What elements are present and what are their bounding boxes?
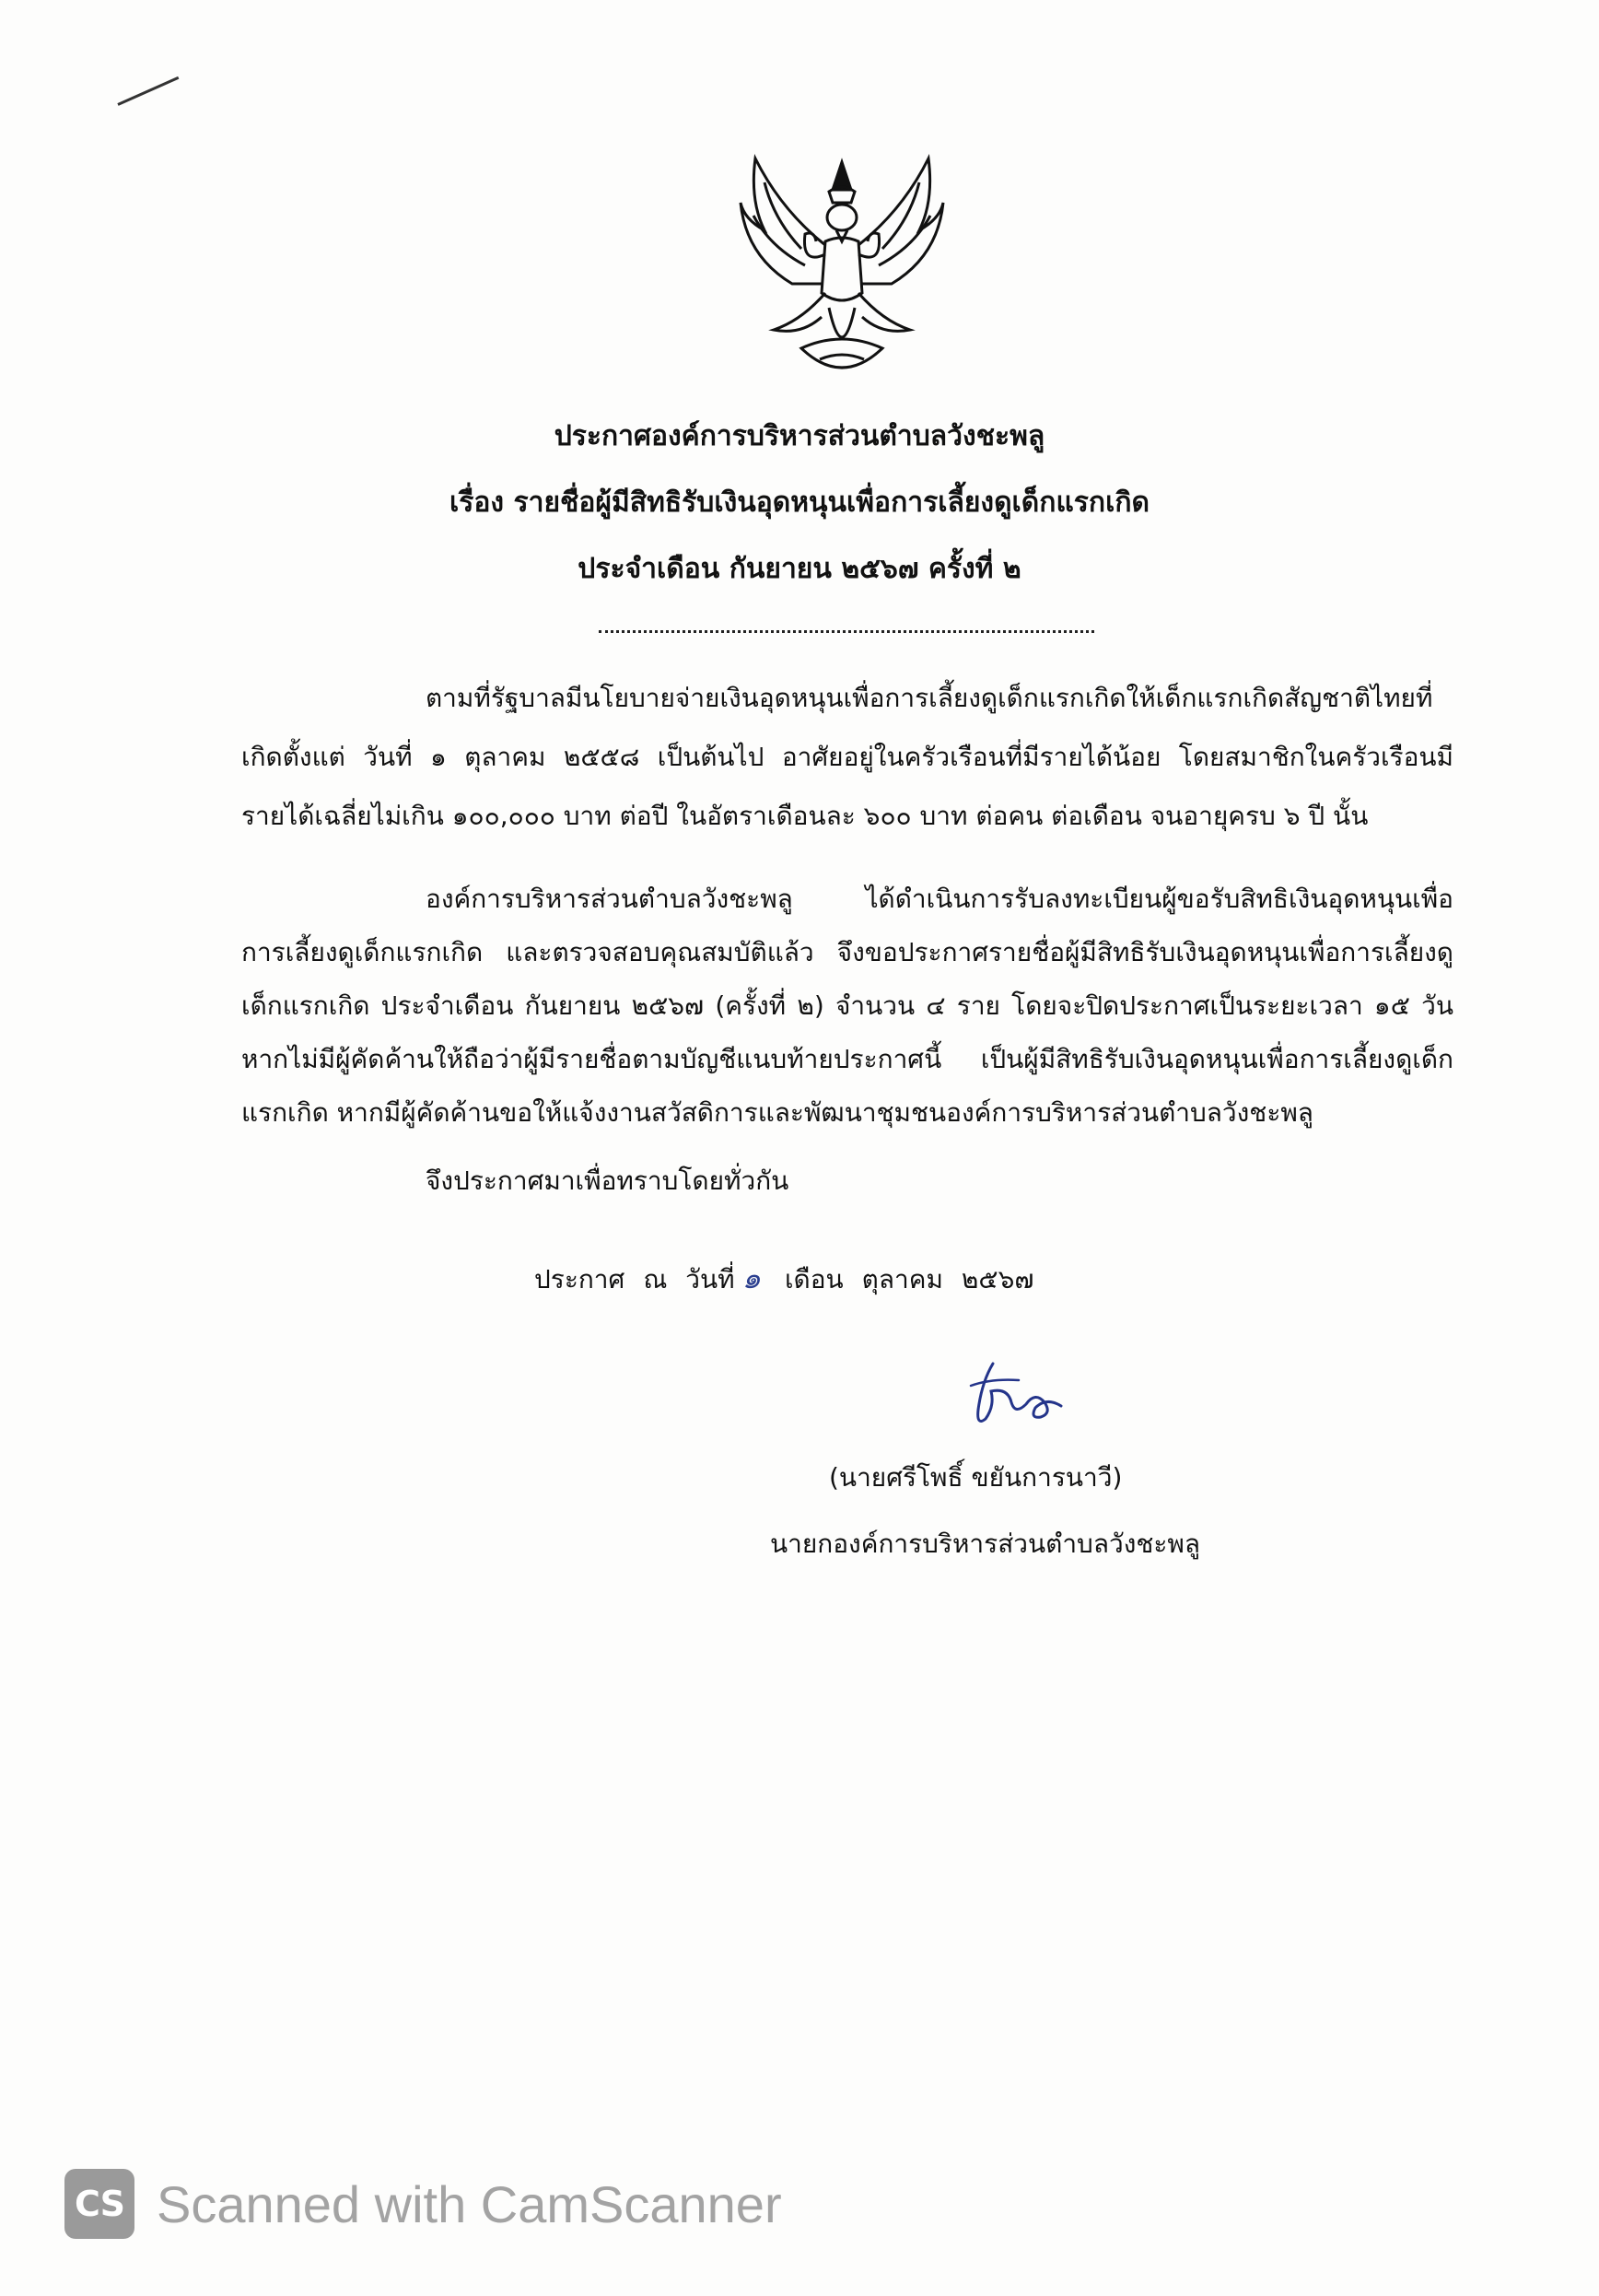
announcement-period: ประจำเดือน กันยายน ๒๕๖๗ ครั้งที่ ๒ xyxy=(578,553,1021,585)
paragraph2-line: การเลี้ยงดูเด็กแรกเกิด และตรวจสอบคุณสมบัติแล้ว จึงขอประกาศรายชื่อผู้มีสิทธิรับเงินอุดหนุนเพื่อการเลี้ยงดู xyxy=(241,937,1453,967)
announcement-date xyxy=(534,1255,1052,1302)
paragraph1-line: เกิดตั้งแต่ วันที่ ๑ ตุลาคม ๒๕๕๘ เป็นต้นไป อาศัยอยู่ในครัวเรือนที่มีรายได้น้อย โดยสมาชิกในครัวเรือนมี xyxy=(241,742,1453,772)
camscanner-watermark: Scanned with CamScanner xyxy=(157,2175,782,2233)
signatory-title: นายกองค์การบริหารส่วนตำบลวังชะพลู xyxy=(770,1529,1201,1559)
paragraph2-line: หากไม่มีผู้คัดค้านให้ถือว่าผู้มีรายชื่อตามบัญชีแนบท้ายประกาศนี้ เป็นผู้มีสิทธิรับเงินอุดหนุนเพื่อการเลี้ยงดูเด็ก xyxy=(241,1044,1453,1074)
announcement-title: ประกาศองค์การบริหารส่วนตำบลวังชะพลู xyxy=(554,420,1045,452)
paragraph1-line: ตามที่รัฐบาลมีนโยบายจ่ายเงินอุดหนุนเพื่อการเลี้ยงดูเด็กแรกเกิดให้เด็กแรกเกิดสัญชาติไทยที่ xyxy=(426,683,1433,713)
announcement-subject: เรื่อง รายชื่อผู้มีสิทธิรับเงินอุดหนุนเพื่อการเลี้ยงดูเด็กแรกเกิด xyxy=(449,486,1150,519)
paragraph2-line: แรกเกิด หากมีผู้คัดค้านขอให้แจ้งงานสวัสดิการและพัฒนาชุมชนองค์การบริหารส่วนตำบลวังชะพลู xyxy=(241,1097,1313,1128)
closing-line: จึงประกาศมาเพื่อทราบโดยทั่วกัน xyxy=(426,1166,789,1196)
garuda-emblem-icon xyxy=(737,146,947,385)
date-year: ๒๕๖๗ xyxy=(961,1264,1034,1294)
paragraph1-line: รายได้เฉลี่ยไม่เกิน ๑๐๐,๐๐๐ บาท ต่อปี ในอัตราเดือนละ ๖๐๐ บาท ต่อคน ต่อเดือน จนอายุครบ ๖ ปี นั้น xyxy=(241,801,1369,831)
camscanner-logo-icon: CS xyxy=(64,2169,134,2239)
date-na: ณ xyxy=(643,1264,668,1294)
date-day-label: วันที่ xyxy=(685,1264,735,1294)
signatory-name: (นายศรีโพธิ์ ขยันการนาวี) xyxy=(829,1462,1123,1493)
paragraph2-line: เด็กแรกเกิด ประจำเดือน กันยายน ๒๕๖๗ (ครั้งที่ ๒) จำนวน ๔ ราย โดยจะปิดประกาศเป็นระยะเวลา ๑๕ วัน xyxy=(241,990,1453,1021)
dotted-divider xyxy=(599,630,1094,633)
pen-scratch-mark xyxy=(117,76,179,106)
paragraph2-line: องค์การบริหารส่วนตำบลวังชะพลู ได้ดำเนินการรับลงทะเบียนผู้ขอรับสิทธิเงินอุดหนุนเพื่อ xyxy=(426,884,1453,914)
date-day-value: ๑ xyxy=(741,1260,761,1295)
date-prefix: ประกาศ xyxy=(534,1264,625,1294)
date-month-label: เดือน xyxy=(784,1264,844,1294)
date-month-value: ตุลาคม xyxy=(861,1264,943,1294)
handwritten-signature-icon xyxy=(954,1354,1074,1437)
